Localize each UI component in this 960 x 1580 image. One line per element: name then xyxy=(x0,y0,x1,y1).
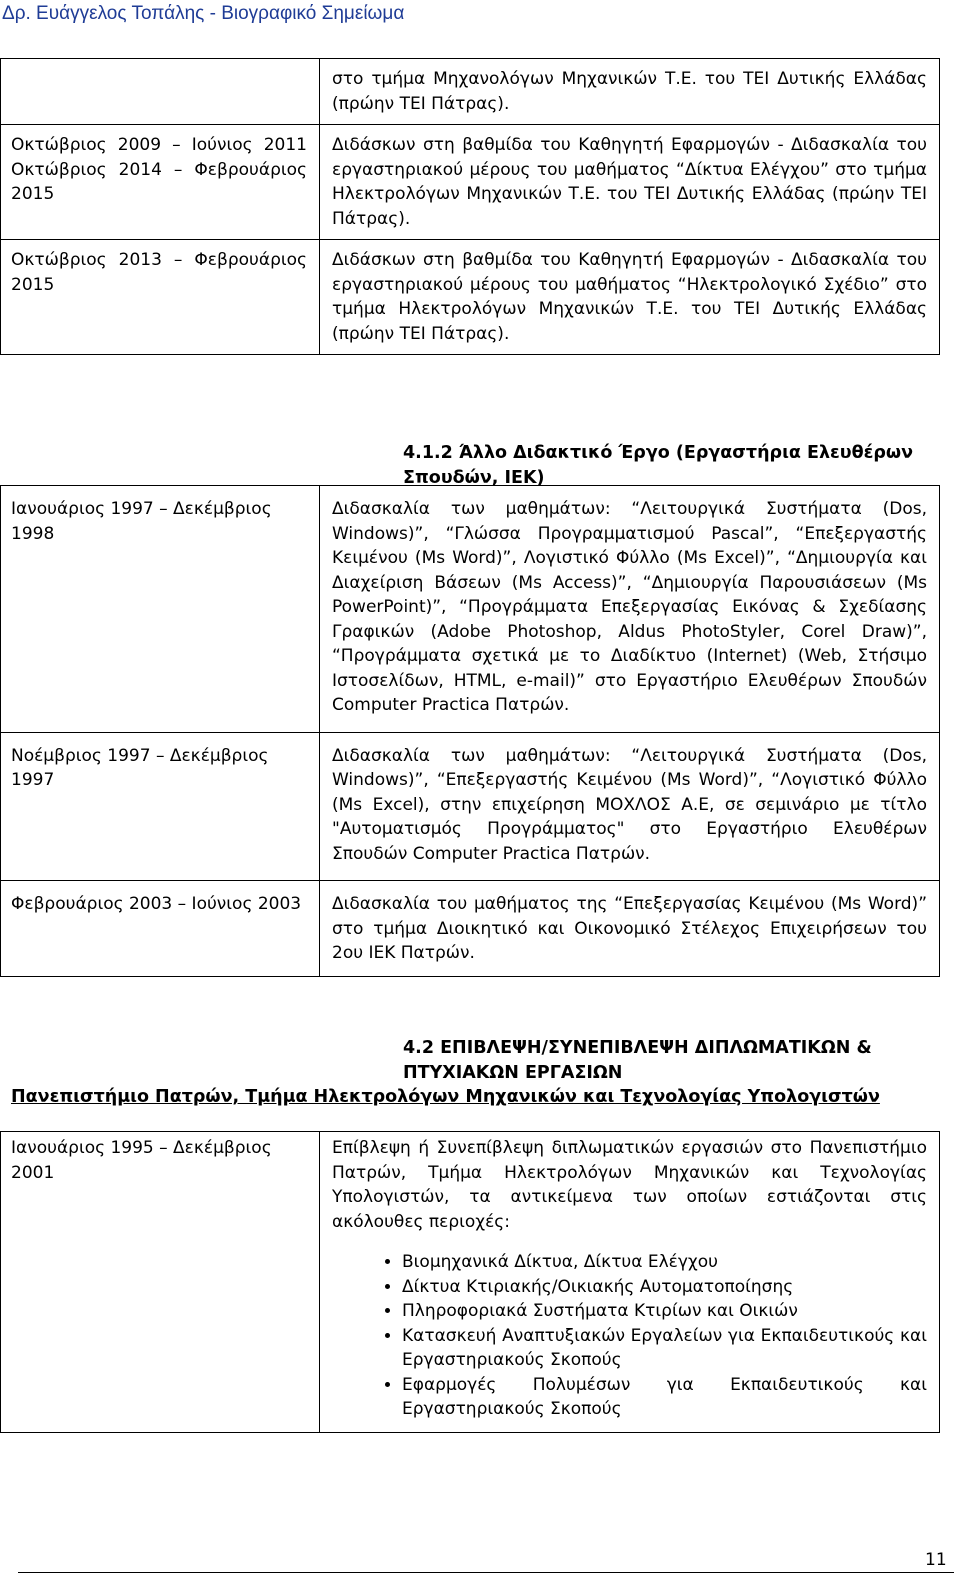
date-cell: Οκτώβριος 2009 – Ιούνιος 2011 Οκτώβριος 2014 – Φεβρουάριος 2015 xyxy=(1,125,320,240)
table-row xyxy=(1,881,940,977)
list-item: • Πληροφοριακά Συστήματα Κτιρίων και Οικιών xyxy=(402,1299,927,1324)
date-cell: Ιανουάριος 1995 – Δεκέμβριος 2001 xyxy=(1,1132,320,1433)
description-cell: Διδάσκων στη βαθμίδα του Καθηγητή Εφαρμογών - Διδασκαλία του εργαστηριακού μέρους του μαθήματος “Δίκτυα Ελέγχου” στο τμήμα Ηλεκτρολόγων Μηχανικών Τ.Ε. του ΤΕΙ Δυτικής Ελλάδας (πρώην ΤΕΙ Πάτρας). xyxy=(320,125,940,240)
section-heading-4-1-2: 4.1.2 Άλλο Διδακτικό Έργο (Εργαστήρια Ελευθέρων Σπουδών, ΙΕΚ) xyxy=(403,443,914,488)
description-cell xyxy=(320,1132,940,1433)
date-cell: Οκτώβριος 2013 – Φεβρουάριος 2015 xyxy=(1,240,320,355)
supervision-table xyxy=(0,1131,940,1433)
date-cell: Φεβρουάριος 2003 – Ιούνιος 2003 xyxy=(1,881,320,977)
page-header-title: Δρ. Ευάγγελος Τοπάλης - Βιογραφικό Σημείωμα xyxy=(2,3,405,24)
date-cell xyxy=(1,59,320,125)
date-cell: Ιανουάριος 1997 – Δεκέμβριος 1998 xyxy=(1,486,320,733)
footer-rule xyxy=(18,1572,954,1573)
table-row xyxy=(1,1132,940,1433)
supervision-description: Επίβλεψη ή Συνεπίβλεψη διπλωματικών εργασιών στο Πανεπιστήμιο Πατρών, Τμήμα Ηλεκτρολόγων Μηχανικών και Τεχνολογίας Υπολογιστών, τα αντικείμενα των οποίων εστιάζονται στις ακόλουθες περιοχές: xyxy=(332,1138,927,1232)
table-row xyxy=(1,486,940,733)
section-heading-4-2: 4.2 ΕΠΙΒΛΕΨΗ/ΣΥΝΕΠΙΒΛΕΨΗ ΔΙΠΛΩΜΑΤΙΚΩΝ & ΠΤΥΧΙΑΚΩΝ ΕΡΓΑΣΙΩΝ xyxy=(403,1038,872,1083)
list-item: • Κατασκευή Αναπτυξιακών Εργαλείων για Εκπαιδευτικούς και Εργαστηριακούς Σκοπούς xyxy=(402,1324,927,1373)
list-item: • Εφαρμογές Πολυμέσων για Εκπαιδευτικούς και Εργαστηριακούς Σκοπούς xyxy=(402,1373,927,1422)
page-number: 11 xyxy=(925,1550,947,1570)
description-cell: Διδασκαλία του μαθήματος της “Επεξεργασίας Κειμένου (Ms Word)” στο τμήμα Διοικητικό και Οικονομικό Στέλεχος Επιχειρήσεων του 2ου ΙΕΚ Πατρών. xyxy=(320,881,940,977)
section-subheading-university: Πανεπιστήμιο Πατρών, Τμήμα Ηλεκτρολόγων Μηχανικών και Τεχνολογίας Υπολογιστών xyxy=(11,1087,880,1107)
description-cell: στο τμήμα Μηχανολόγων Μηχανικών Τ.Ε. του ΤΕΙ Δυτικής Ελλάδας (πρώην ΤΕΙ Πάτρας). xyxy=(320,59,940,125)
list-item: • Βιομηχανικά Δίκτυα, Δίκτυα Ελέγχου xyxy=(402,1250,927,1275)
table-row xyxy=(1,125,940,240)
list-item: • Δίκτυα Κτιριακής/Οικιακής Αυτοματοποίησης xyxy=(402,1275,927,1300)
date-cell: Νοέμβριος 1997 – Δεκέμβριος 1997 xyxy=(1,732,320,881)
description-cell: Διδασκαλία των μαθημάτων: “Λειτουργικά Συστήματα (Dos, Windows)”, “Επεξεργαστής Κειμένου (Ms Word)”, “Λογιστικό Φύλλο (Ms Excel), στην επιχείρηση ΜΟΧΛΟΣ Α.Ε, σε σεμινάριο με τίτλο "Αυτοματισμός Προγράμματος" στο Εργαστήριο Ελευθέρων Σπουδών Computer Practica Πατρών. xyxy=(320,732,940,881)
table-row xyxy=(1,732,940,881)
topics-list xyxy=(332,1250,927,1422)
table-row xyxy=(1,240,940,355)
description-cell: Διδάσκων στη βαθμίδα του Καθηγητή Εφαρμογών - Διδασκαλία του εργαστηριακού μέρους του μαθήματος “Ηλεκτρολογικό Σχέδιο” στο τμήμα Ηλεκτρολόγων Μηχανικών Τ.Ε. του ΤΕΙ Δυτικής Ελλάδας (πρώην ΤΕΙ Πάτρας). xyxy=(320,240,940,355)
table-row xyxy=(1,59,940,125)
description-cell: Διδασκαλία των μαθημάτων: “Λειτουργικά Συστήματα (Dos, Windows)”, “Γλώσσα Προγραμματισμού Pascal”, “Επεξεργαστής Κειμένου (Ms Word)”, Λογιστικό Φύλλο (Ms Excel)”, “Δημιουργία και Διαχείριση Βάσεων (Ms Access)”, “Δημιουργία Παρουσιάσεων (Ms PowerPoint)”, “Προγράμματα Επεξεργασίας Εικόνας & Σχεδίασης Γραφικών (Adobe Photoshop, Aldus PhotoStyler, Corel Draw)”, “Προγράμματα σχετικά με το Διαδίκτυο (Internet) (Web, Στήσιμο Ιστοσελίδων, HTML, e-mail)” στο Εργαστήριο Ελευθέρων Σπουδών Computer Practica Πατρών. xyxy=(320,486,940,733)
teaching-table-other xyxy=(0,485,940,977)
teaching-table-tei xyxy=(0,58,940,355)
